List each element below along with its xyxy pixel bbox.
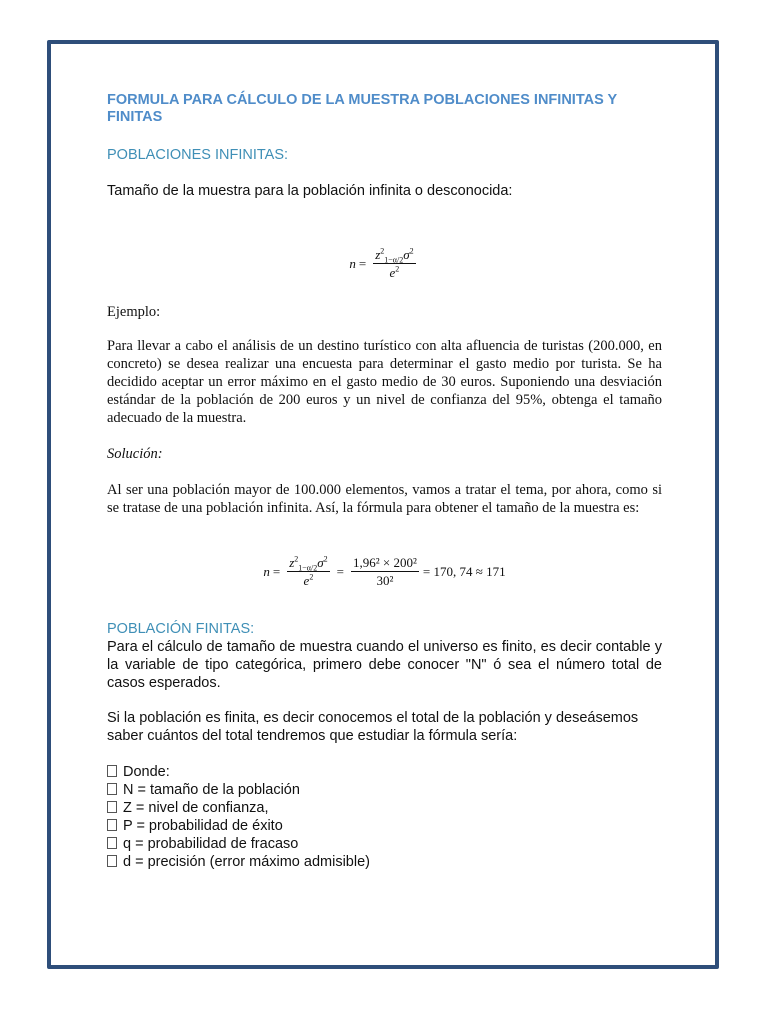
finite-paragraph-1: Para el cálculo de tamaño de muestra cuando el universo es finito, es decir contable y la variable de tipo categórica, primero debe conocer "N" ó sea el número total de casos esperados.: [107, 639, 662, 691]
finite-paragraph-2: Si la población es finita, es decir conocemos el total de la población y deseásemos saber cuántos del total tendremos que estudiar la fórmula sería:: [107, 710, 639, 744]
solution-text: Al ser una población mayor de 100.000 elementos, vamos a tratar el tema, por ahora, como si se tratase de una población infinita. Así, la fórmula para obtener el tamaño de la muestra es:: [107, 482, 662, 516]
formula-infinite: n = $\frac{z^2_{1-\alpha/2}\sigma^2}{e^2}$: [349, 246, 414, 280]
formula-numeric-numerator: 1,96² × 200²: [353, 555, 417, 570]
formula-numeric-denominator: 30²: [376, 573, 394, 588]
intro-infinite: Tamaño de la muestra para la población infinita o desconocida:: [107, 183, 513, 199]
bullet-box-icon: [107, 783, 117, 795]
example-text: Para llevar a cabo el análisis de un destino turístico con alta afluencia de turistas (200.000, en concreto) se desea realizar una encuesta para determinar el gasto medio por turista. Se ha decidido aceptar un error máximo en el gasto medio de 30 euros. Suponiendo una desviación estándar de la población de 200 euros y un nivel de confianza del 95%, obtenga el tamaño adecuado de la muestra.: [107, 338, 662, 426]
list-item: q = probabilidad de fracaso: [107, 835, 662, 853]
heading-infinite: POBLACIONES INFINITAS:: [107, 147, 289, 163]
list-item: Z = nivel de confianza,: [107, 799, 662, 817]
formula-solution: n = $\frac{z^2_{1-\alpha/2}\sigma^2}{e^2}$ = $\frac{\text{1,96² × 200²}}{\text{30²}}$ = 170, 74 ≈ 171: [263, 554, 506, 588]
list-item: N = tamaño de la población: [107, 781, 662, 799]
formula-result: = 170, 74 ≈ 171: [422, 563, 506, 579]
bullet-box-icon: [107, 801, 117, 813]
document-title: FORMULA PARA CÁLCULO DE LA MUESTRA POBLACIONES INFINITAS Y FINITAS: [107, 92, 617, 125]
bullet-box-icon: [107, 855, 117, 867]
definitions-list: [107, 763, 662, 871]
bullet-box-icon: [107, 837, 117, 849]
bullet-box-icon: [107, 819, 117, 831]
list-item: Donde:: [107, 763, 662, 781]
bullet-box-icon: [107, 765, 117, 777]
heading-finite: POBLACIÓN FINITAS:: [107, 621, 255, 637]
list-item: P = probabilidad de éxito: [107, 817, 662, 835]
example-label: Ejemplo:: [107, 304, 161, 320]
solution-label: Solución:: [107, 446, 163, 462]
list-item: d = precisión (error máximo admisible): [107, 853, 662, 871]
